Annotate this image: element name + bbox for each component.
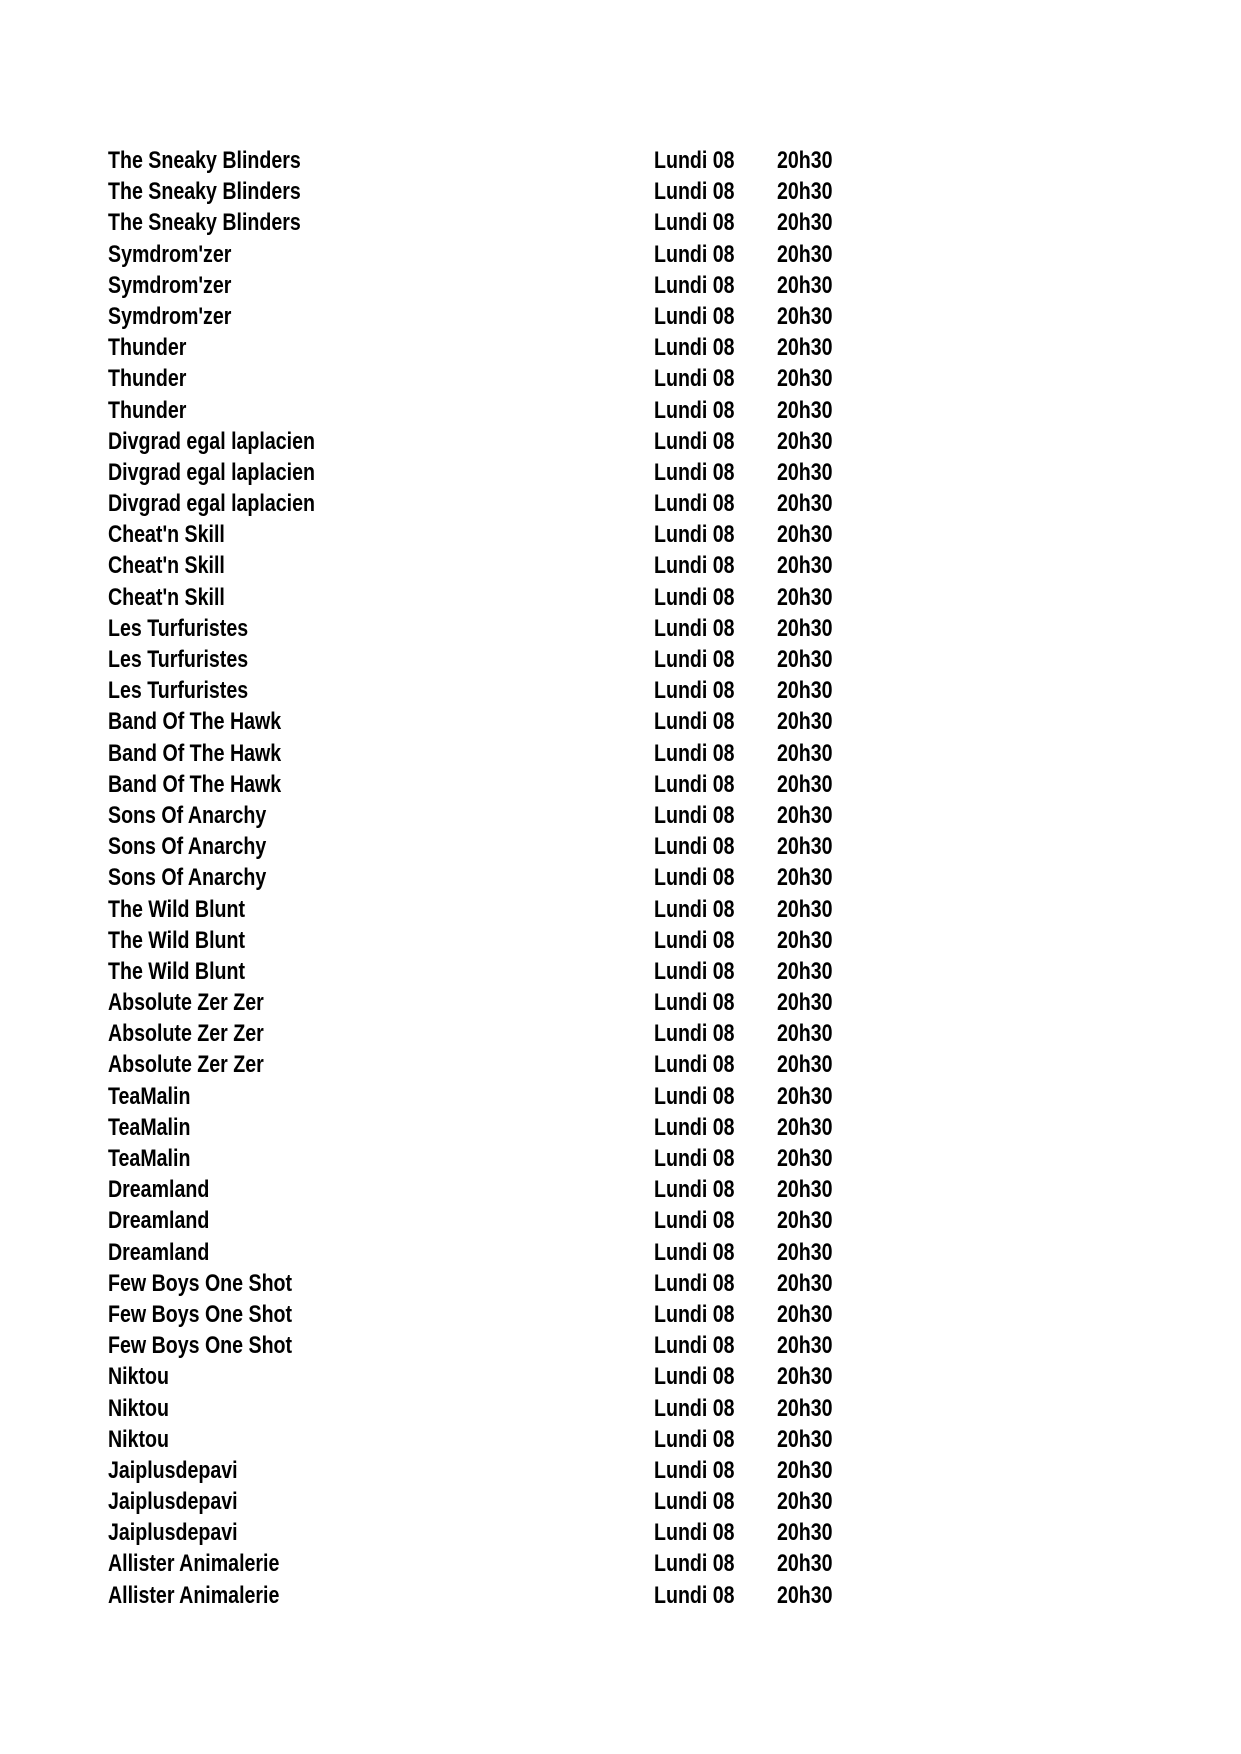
band-name-cell: Les Turfuristes [108, 646, 249, 673]
time-cell: 20h30 [777, 209, 833, 237]
schedule-row [0, 1548, 1241, 1579]
day-cell: Lundi 08 [654, 614, 735, 642]
schedule-row [0, 613, 1241, 644]
band-name-cell: Thunder [108, 334, 187, 362]
day-cell: Lundi 08 [654, 147, 735, 174]
band-name-cell: Cheat'n Skill [108, 583, 225, 611]
schedule-row [0, 1455, 1241, 1486]
band-name-cell: Divgrad egal laplacien [108, 427, 315, 455]
schedule-row [0, 1361, 1241, 1392]
time-cell: 20h30 [777, 1394, 833, 1422]
time-cell: 20h30 [777, 739, 833, 767]
schedule-row [0, 457, 1241, 488]
day-cell: Lundi 08 [654, 1456, 735, 1484]
band-name-cell: The Wild Blunt [108, 926, 245, 954]
band-name-cell: TeaMalin [108, 1113, 191, 1141]
band-name-cell: Niktou [108, 1394, 169, 1422]
time-cell: 20h30 [777, 458, 833, 486]
day-cell: Lundi 08 [654, 926, 735, 954]
time-cell: 20h30 [777, 1269, 833, 1297]
band-name-cell: Sons Of Anarchy [108, 833, 267, 861]
time-cell: 20h30 [777, 302, 833, 330]
schedule-row [0, 1081, 1241, 1112]
schedule-row [0, 332, 1241, 363]
time-cell: 20h30 [777, 677, 833, 705]
band-name-cell: Band Of The Hawk [108, 708, 282, 736]
schedule-row [0, 1517, 1241, 1548]
time-cell: 20h30 [777, 1207, 833, 1235]
band-name-cell: Jaiplusdepavi [108, 1488, 238, 1516]
schedule-row [0, 395, 1241, 426]
time-cell: 20h30 [777, 833, 833, 861]
schedule-row [0, 1237, 1241, 1268]
time-cell: 20h30 [777, 1581, 833, 1609]
band-name-cell: Symdrom'zer [108, 240, 232, 268]
schedule-row [0, 488, 1241, 519]
day-cell: Lundi 08 [654, 1238, 735, 1266]
schedule-row [0, 1205, 1241, 1236]
band-name-cell: TeaMalin [108, 1082, 191, 1110]
band-name-cell: Jaiplusdepavi [108, 1456, 238, 1484]
day-cell: Lundi 08 [654, 521, 735, 549]
time-cell: 20h30 [777, 552, 833, 580]
time-cell: 20h30 [777, 957, 833, 985]
time-cell: 20h30 [777, 1363, 833, 1391]
day-cell: Lundi 08 [654, 989, 735, 1017]
band-name-cell: Symdrom'zer [108, 271, 232, 299]
schedule-row [0, 925, 1241, 956]
band-name-cell: Few Boys One Shot [108, 1300, 293, 1328]
band-name-cell: Thunder [108, 365, 187, 393]
band-name-cell: Les Turfuristes [108, 614, 249, 642]
schedule-row [0, 550, 1241, 581]
band-name-cell: Dreamland [108, 1238, 210, 1266]
schedule-row [0, 145, 1241, 176]
schedule-row [0, 1330, 1241, 1361]
band-name-cell: Few Boys One Shot [108, 1332, 293, 1360]
band-name-cell: Few Boys One Shot [108, 1269, 293, 1297]
schedule-row [0, 894, 1241, 925]
band-name-cell: Symdrom'zer [108, 302, 232, 330]
band-name-cell: Dreamland [108, 1207, 210, 1235]
time-cell: 20h30 [777, 365, 833, 393]
schedule-row [0, 675, 1241, 706]
time-cell: 20h30 [777, 1020, 833, 1048]
time-cell: 20h30 [777, 334, 833, 362]
time-cell: 20h30 [777, 1550, 833, 1578]
schedule-row [0, 862, 1241, 893]
time-cell: 20h30 [777, 646, 833, 673]
day-cell: Lundi 08 [654, 1051, 735, 1079]
band-name-cell: The Sneaky Blinders [108, 209, 301, 237]
time-cell: 20h30 [777, 1176, 833, 1204]
schedule-row [0, 831, 1241, 862]
day-cell: Lundi 08 [654, 1269, 735, 1297]
day-cell: Lundi 08 [654, 895, 735, 923]
day-cell: Lundi 08 [654, 1332, 735, 1360]
band-name-cell: The Sneaky Blinders [108, 178, 301, 206]
band-name-cell: TeaMalin [108, 1145, 191, 1172]
time-cell: 20h30 [777, 926, 833, 954]
time-cell: 20h30 [777, 147, 833, 174]
band-name-cell: Niktou [108, 1425, 169, 1453]
day-cell: Lundi 08 [654, 583, 735, 611]
time-cell: 20h30 [777, 1425, 833, 1453]
time-cell: 20h30 [777, 1113, 833, 1141]
time-cell: 20h30 [777, 864, 833, 892]
day-cell: Lundi 08 [654, 240, 735, 268]
schedule-row [0, 1112, 1241, 1143]
schedule-row [0, 363, 1241, 394]
time-cell: 20h30 [777, 770, 833, 798]
time-cell: 20h30 [777, 1519, 833, 1547]
schedule-row [0, 1018, 1241, 1049]
day-cell: Lundi 08 [654, 739, 735, 767]
schedule-row [0, 207, 1241, 238]
day-cell: Lundi 08 [654, 271, 735, 299]
schedule-row [0, 1049, 1241, 1080]
schedule-row [0, 1143, 1241, 1174]
time-cell: 20h30 [777, 583, 833, 611]
time-cell: 20h30 [777, 490, 833, 518]
band-name-cell: Dreamland [108, 1176, 210, 1204]
schedule-row [0, 1299, 1241, 1330]
day-cell: Lundi 08 [654, 1113, 735, 1141]
time-cell: 20h30 [777, 1300, 833, 1328]
day-cell: Lundi 08 [654, 552, 735, 580]
time-cell: 20h30 [777, 895, 833, 923]
band-name-cell: Jaiplusdepavi [108, 1519, 238, 1547]
band-name-cell: Cheat'n Skill [108, 552, 225, 580]
day-cell: Lundi 08 [654, 302, 735, 330]
day-cell: Lundi 08 [654, 178, 735, 206]
band-name-cell: Cheat'n Skill [108, 521, 225, 549]
day-cell: Lundi 08 [654, 1550, 735, 1578]
day-cell: Lundi 08 [654, 1519, 735, 1547]
day-cell: Lundi 08 [654, 1145, 735, 1172]
band-name-cell: Sons Of Anarchy [108, 864, 267, 892]
band-name-cell: Les Turfuristes [108, 677, 249, 705]
time-cell: 20h30 [777, 614, 833, 642]
schedule-row [0, 644, 1241, 675]
schedule-row [0, 270, 1241, 301]
band-name-cell: Divgrad egal laplacien [108, 458, 315, 486]
day-cell: Lundi 08 [654, 1207, 735, 1235]
schedule-row [0, 800, 1241, 831]
day-cell: Lundi 08 [654, 801, 735, 829]
day-cell: Lundi 08 [654, 1425, 735, 1453]
day-cell: Lundi 08 [654, 957, 735, 985]
schedule-row [0, 301, 1241, 332]
band-name-cell: Absolute Zer Zer [108, 1051, 264, 1079]
schedule-row [0, 176, 1241, 207]
schedule-row [0, 956, 1241, 987]
band-name-cell: The Sneaky Blinders [108, 147, 301, 174]
day-cell: Lundi 08 [654, 770, 735, 798]
schedule-row [0, 1424, 1241, 1455]
time-cell: 20h30 [777, 1238, 833, 1266]
schedule-row [0, 987, 1241, 1018]
day-cell: Lundi 08 [654, 396, 735, 424]
day-cell: Lundi 08 [654, 646, 735, 673]
time-cell: 20h30 [777, 1082, 833, 1110]
band-name-cell: Band Of The Hawk [108, 739, 282, 767]
day-cell: Lundi 08 [654, 365, 735, 393]
time-cell: 20h30 [777, 801, 833, 829]
time-cell: 20h30 [777, 989, 833, 1017]
band-name-cell: Divgrad egal laplacien [108, 490, 315, 518]
schedule-row [0, 1393, 1241, 1424]
time-cell: 20h30 [777, 1488, 833, 1516]
day-cell: Lundi 08 [654, 1363, 735, 1391]
day-cell: Lundi 08 [654, 334, 735, 362]
day-cell: Lundi 08 [654, 1300, 735, 1328]
band-name-cell: Absolute Zer Zer [108, 1020, 264, 1048]
day-cell: Lundi 08 [654, 458, 735, 486]
time-cell: 20h30 [777, 1051, 833, 1079]
schedule-row [0, 1486, 1241, 1517]
time-cell: 20h30 [777, 1332, 833, 1360]
schedule-list [0, 145, 1241, 1611]
band-name-cell: The Wild Blunt [108, 957, 245, 985]
schedule-row [0, 582, 1241, 613]
schedule-row [0, 738, 1241, 769]
time-cell: 20h30 [777, 521, 833, 549]
band-name-cell: The Wild Blunt [108, 895, 245, 923]
day-cell: Lundi 08 [654, 427, 735, 455]
schedule-row [0, 769, 1241, 800]
day-cell: Lundi 08 [654, 1082, 735, 1110]
band-name-cell: Thunder [108, 396, 187, 424]
time-cell: 20h30 [777, 1456, 833, 1484]
schedule-row [0, 239, 1241, 270]
day-cell: Lundi 08 [654, 490, 735, 518]
day-cell: Lundi 08 [654, 1394, 735, 1422]
band-name-cell: Sons Of Anarchy [108, 801, 267, 829]
time-cell: 20h30 [777, 240, 833, 268]
time-cell: 20h30 [777, 1145, 833, 1172]
time-cell: 20h30 [777, 708, 833, 736]
day-cell: Lundi 08 [654, 677, 735, 705]
day-cell: Lundi 08 [654, 209, 735, 237]
day-cell: Lundi 08 [654, 1581, 735, 1609]
time-cell: 20h30 [777, 271, 833, 299]
schedule-row [0, 426, 1241, 457]
schedule-row [0, 1268, 1241, 1299]
day-cell: Lundi 08 [654, 864, 735, 892]
day-cell: Lundi 08 [654, 708, 735, 736]
schedule-row [0, 706, 1241, 737]
day-cell: Lundi 08 [654, 1176, 735, 1204]
time-cell: 20h30 [777, 178, 833, 206]
day-cell: Lundi 08 [654, 1488, 735, 1516]
band-name-cell: Band Of The Hawk [108, 770, 282, 798]
band-name-cell: Niktou [108, 1363, 169, 1391]
band-name-cell: Absolute Zer Zer [108, 989, 264, 1017]
schedule-row [0, 1580, 1241, 1611]
schedule-row [0, 519, 1241, 550]
day-cell: Lundi 08 [654, 833, 735, 861]
time-cell: 20h30 [777, 396, 833, 424]
schedule-row [0, 1174, 1241, 1205]
band-name-cell: Allister Animalerie [108, 1550, 280, 1578]
band-name-cell: Allister Animalerie [108, 1581, 280, 1609]
day-cell: Lundi 08 [654, 1020, 735, 1048]
time-cell: 20h30 [777, 427, 833, 455]
